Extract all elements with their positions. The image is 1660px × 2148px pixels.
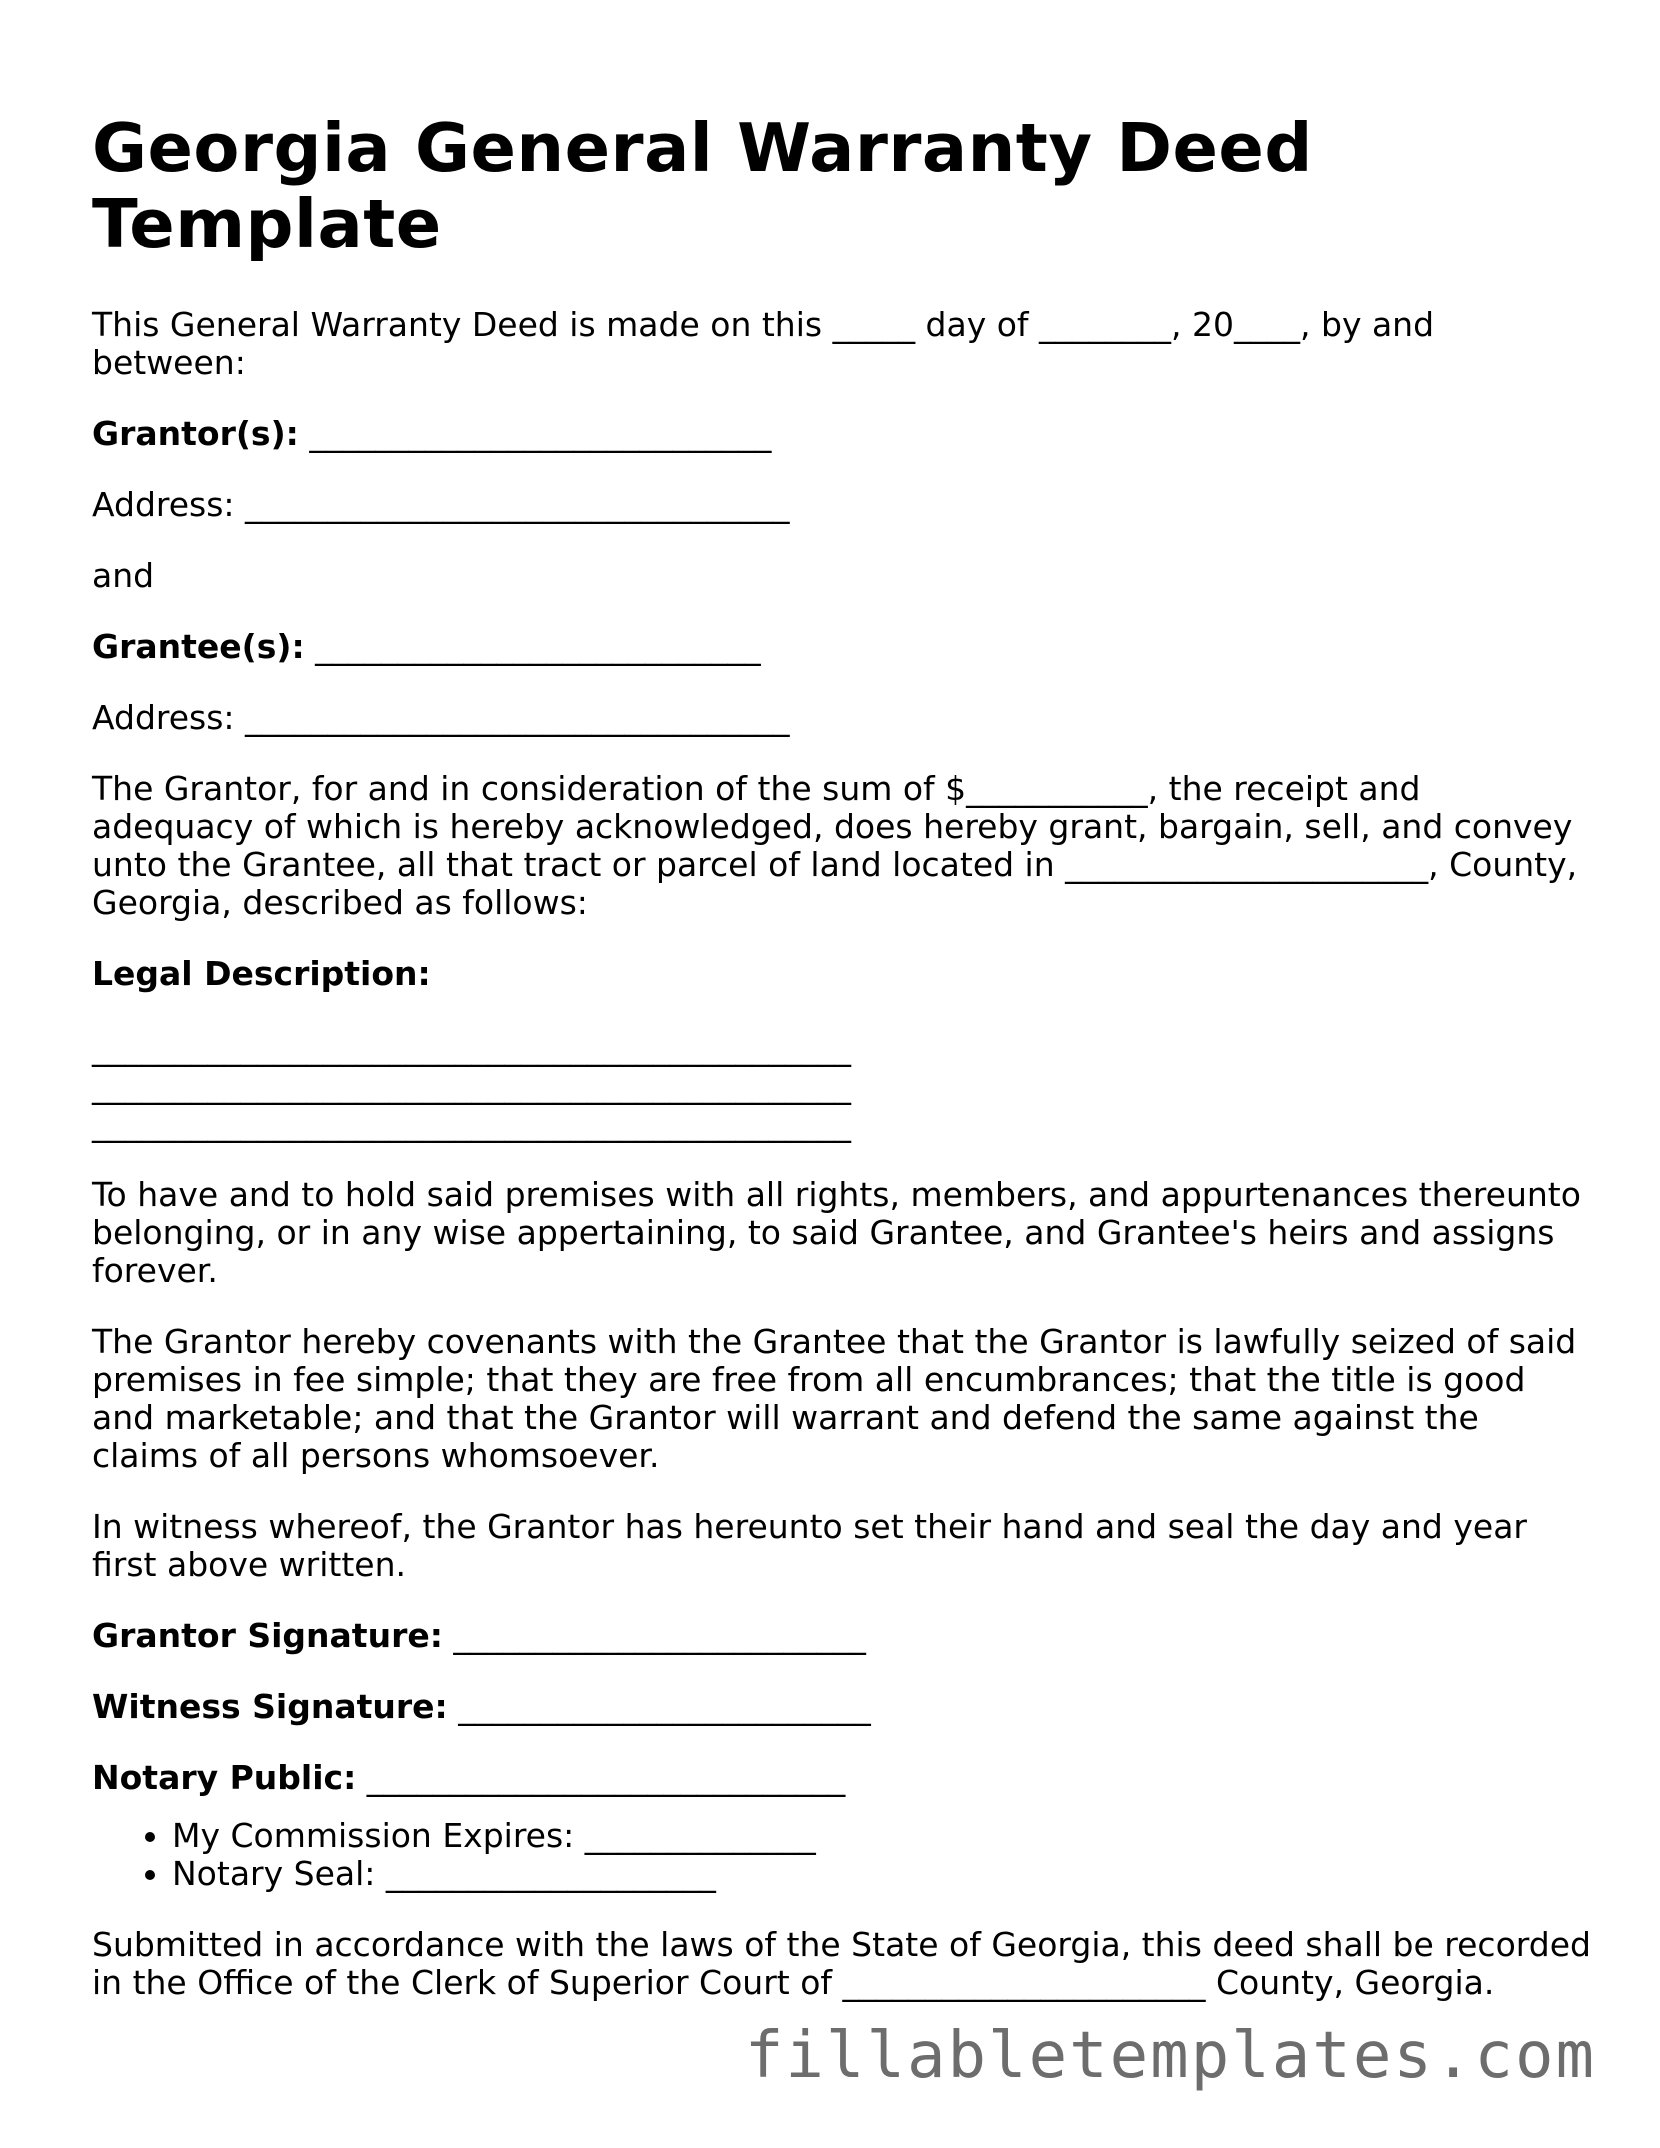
and-text: and: [92, 556, 155, 595]
grantor-signature-label: Grantor Signature:: [92, 1616, 443, 1655]
legal-description-label: Legal Description:: [92, 954, 431, 993]
notary-list: [92, 1817, 1592, 1893]
grantor-blank: ____________________________: [298, 414, 772, 453]
grantor-signature-blank: _________________________: [442, 1616, 866, 1655]
notary-blank: _____________________________: [356, 1758, 846, 1797]
grantor-signature-line: [92, 1617, 1592, 1655]
witness-clause: In witness whereof, the Grantor has hereunto set their hand and seal the day and year first above written.: [92, 1507, 1527, 1584]
grantee-blank: ___________________________: [304, 627, 761, 666]
page-title: Georgia General Warranty Deed Template: [92, 109, 1313, 263]
legal-line: ______________________________________________: [92, 1104, 851, 1143]
grantor-label: Grantor(s):: [92, 414, 299, 453]
grantor-line: [92, 415, 1592, 453]
habendum-paragraph: To have and to hold said premises with all rights, members, and appurtenances thereunto belonging, or in any wise appertaining, to said Grantee, and Grantee's heirs and assigns forever.: [92, 1175, 1581, 1290]
grantee-line: [92, 628, 1592, 666]
witness-signature-blank: _________________________: [447, 1687, 871, 1726]
deed-page: [92, 110, 1592, 2035]
notary-line: [92, 1759, 1592, 1797]
legal-line: ______________________________________________: [92, 1066, 851, 1105]
legal-line: ______________________________________________: [92, 1028, 851, 1067]
notary-commission-item: • My Commission Expires: ______________: [172, 1817, 1592, 1855]
legal-description-lines: [92, 993, 1592, 1143]
intro-paragraph: This General Warranty Deed is made on this _____ day of ________, 20____, by and between:: [92, 305, 1435, 382]
site-watermark: fillabletemplates.com: [744, 2019, 1596, 2093]
grantor-address: Address: _________________________________: [92, 485, 790, 524]
consideration-paragraph: The Grantor, for and in consideration of the sum of $___________, the receipt and adequacy of which is hereby acknowledged, does hereby grant, bargain, sell, and convey unto the Grantee, all that tract or parcel of land located in ______________________, County, Georgia, described as follows:: [92, 769, 1578, 922]
grantee-address: Address: _________________________________: [92, 698, 790, 737]
grantee-label: Grantee(s):: [92, 627, 305, 666]
closing-paragraph: Submitted in accordance with the laws of the State of Georgia, this deed shall be recorded in the Office of the Clerk of Superior Court of ______________________ County, Georgia.: [92, 1925, 1591, 2002]
witness-signature-label: Witness Signature:: [92, 1687, 448, 1726]
notary-seal-item: • Notary Seal: ____________________: [172, 1855, 1592, 1893]
covenants-paragraph: The Grantor hereby covenants with the Grantee that the Grantor is lawfully seized of said premises in fee simple; that they are free from all encumbrances; that the title is good and marketable; and that the Grantor will warrant and defend the same against the claims of all persons whomsoever.: [92, 1322, 1577, 1475]
witness-signature-line: [92, 1688, 1592, 1726]
notary-label: Notary Public:: [92, 1758, 357, 1797]
